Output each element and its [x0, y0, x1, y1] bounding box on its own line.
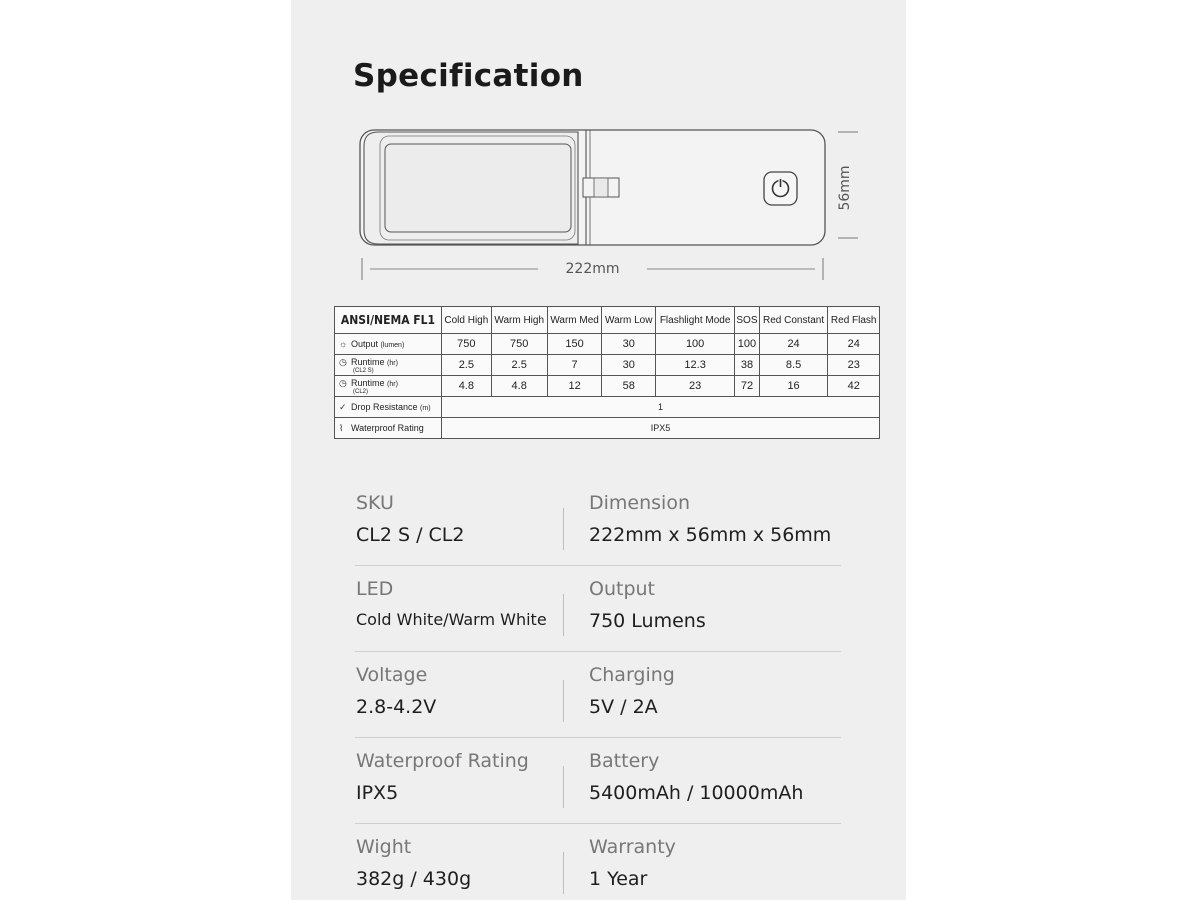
height-dimension-label: 56mm — [837, 165, 853, 211]
spec-label: Warranty — [589, 836, 676, 858]
spec-item — [589, 652, 675, 718]
row-label: Output — [351, 339, 379, 349]
table-cell: 4.8 — [491, 376, 547, 397]
spec-value: 5400mAh / 10000mAh — [589, 782, 804, 804]
table-cell: IPX5 — [442, 418, 880, 439]
spec-item — [356, 824, 471, 890]
table-row-output — [335, 334, 880, 355]
table-cell: 8.5 — [759, 355, 828, 376]
clock-icon: ◷ — [339, 356, 347, 367]
spec-row — [355, 566, 841, 652]
table-cell: 150 — [547, 334, 602, 355]
spec-label: Waterproof Rating — [356, 750, 529, 772]
table-cell: 12.3 — [656, 355, 735, 376]
spec-value: 5V / 2A — [589, 696, 658, 718]
spec-label: Wight — [356, 836, 412, 858]
handle-icon — [583, 178, 619, 197]
column-header: Warm Med — [547, 307, 602, 334]
water-drop-icon: ⌇ — [339, 422, 344, 433]
spec-value: 2.8-4.2V — [356, 696, 437, 718]
row-header — [335, 397, 442, 418]
column-header: Warm Low — [602, 307, 656, 334]
spec-item — [589, 824, 676, 890]
vertical-divider — [563, 508, 564, 550]
vertical-divider — [563, 766, 564, 808]
table-row-drop — [335, 397, 880, 418]
spec-label: Output — [589, 578, 655, 600]
vertical-divider — [563, 852, 564, 894]
column-header: SOS — [735, 307, 759, 334]
row-header — [335, 418, 442, 439]
spec-item — [589, 738, 803, 804]
table-cell: 23 — [828, 355, 880, 376]
spec-item — [356, 652, 436, 718]
spec-label: LED — [356, 578, 394, 600]
row-unit: (m) — [420, 404, 431, 412]
spec-label: SKU — [356, 492, 394, 514]
row-label: Waterproof Rating — [351, 422, 424, 433]
spec-label: Voltage — [356, 664, 428, 686]
table-cell: 72 — [735, 376, 759, 397]
spec-value: 750 Lumens — [589, 610, 706, 632]
table-cell: 16 — [759, 376, 828, 397]
table-cell: 38 — [735, 355, 759, 376]
power-button-icon[interactable] — [764, 172, 797, 205]
table-cell: 750 — [491, 334, 547, 355]
row-subtitle: (CL2 S) — [353, 367, 374, 374]
row-header — [335, 334, 442, 355]
row-label: Drop Resistance — [351, 401, 418, 412]
table-cell: 24 — [828, 334, 880, 355]
table-cell: 750 — [442, 334, 492, 355]
table-corner-header: ANSI/NEMA FL1 — [335, 307, 442, 334]
row-unit: (hr) — [387, 380, 398, 388]
table-cell: 30 — [602, 355, 656, 376]
spec-value: IPX5 — [356, 782, 399, 804]
spec-label: Dimension — [589, 492, 690, 514]
spec-value: 222mm x 56mm x 56mm — [589, 524, 832, 546]
output-icon: ☼ — [339, 339, 348, 349]
vertical-divider — [563, 594, 564, 636]
spec-value: Cold White/Warm White — [356, 610, 547, 629]
spec-item — [589, 480, 831, 546]
table-header-row — [335, 307, 880, 334]
row-header — [335, 376, 442, 397]
spec-row — [355, 480, 841, 566]
column-header: Red Constant — [759, 307, 828, 334]
row-unit: (lumen) — [380, 342, 405, 349]
spec-label: Charging — [589, 664, 675, 686]
spec-value: 382g / 430g — [356, 868, 472, 890]
clock-icon: ◷ — [339, 377, 347, 388]
table-cell: 58 — [602, 376, 656, 397]
table-cell: 2.5 — [442, 355, 492, 376]
table-cell: 1 — [442, 397, 880, 418]
spec-item — [356, 480, 464, 546]
spec-value: 1 Year — [589, 868, 648, 890]
row-label: Runtime — [351, 377, 385, 388]
length-dimension-label: 222mm — [565, 261, 620, 277]
table-cell: 42 — [828, 376, 880, 397]
drop-check-icon: ✓ — [339, 401, 347, 412]
column-header: Cold High — [442, 307, 492, 334]
spec-item — [589, 566, 706, 632]
table-row-runtime-cl2s — [335, 355, 880, 376]
table-cell: 23 — [656, 376, 735, 397]
spec-label: Battery — [589, 750, 660, 772]
table-row-runtime-cl2 — [335, 376, 880, 397]
spec-row — [355, 652, 841, 738]
column-header: Flashlight Mode — [656, 307, 735, 334]
spec-item — [356, 566, 547, 629]
table-cell: 100 — [656, 334, 735, 355]
spec-row — [355, 824, 841, 910]
ansi-spec-table — [334, 306, 880, 439]
column-header: Warm High — [491, 307, 547, 334]
table-cell: 4.8 — [442, 376, 492, 397]
table-row-waterproof — [335, 418, 880, 439]
table-cell: 24 — [759, 334, 828, 355]
row-unit: (hr) — [387, 359, 398, 367]
table-cell: 2.5 — [491, 355, 547, 376]
row-subtitle: (CL2) — [353, 388, 369, 395]
table-cell: 100 — [735, 334, 759, 355]
row-label: Runtime — [351, 356, 385, 367]
page-title: Specification — [353, 58, 584, 94]
row-header — [335, 355, 442, 376]
spec-item — [356, 738, 529, 804]
table-cell: 12 — [547, 376, 602, 397]
table-cell: 30 — [602, 334, 656, 355]
column-header: Red Flash — [828, 307, 880, 334]
spec-grid — [355, 480, 841, 910]
table-cell: 7 — [547, 355, 602, 376]
vertical-divider — [563, 680, 564, 722]
spec-row — [355, 738, 841, 824]
spec-value: CL2 S / CL2 — [356, 524, 465, 546]
